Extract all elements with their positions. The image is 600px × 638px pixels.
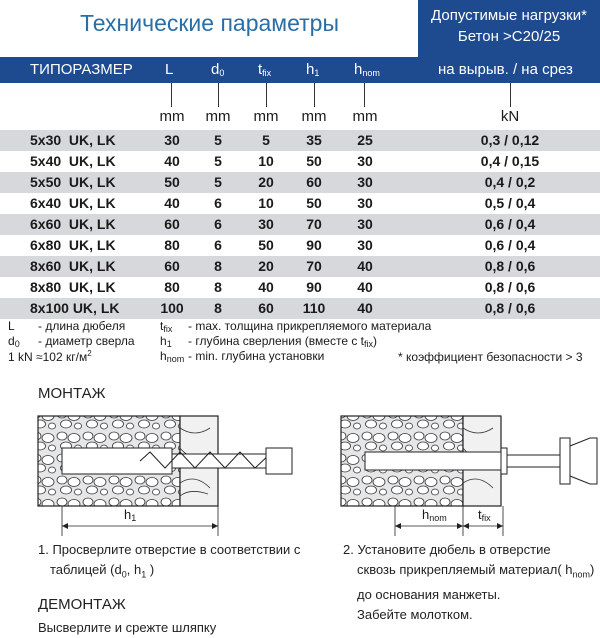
table-header-bar [0, 57, 600, 83]
unit-h: mm [301, 108, 327, 125]
cell-d0: 5 [214, 153, 222, 169]
cell-h1: 90 [306, 279, 322, 295]
cell-L: 50 [164, 174, 180, 190]
table-row [0, 193, 600, 214]
cell-h1: 50 [306, 153, 322, 169]
legend-hn [160, 349, 325, 364]
header-d0-main: d [211, 61, 220, 78]
cell-L: 80 [164, 279, 180, 295]
leader-line [314, 83, 315, 107]
load-box-line2: Бетон >C20/25 [457, 28, 561, 45]
cell-hnom: 30 [357, 174, 373, 190]
legend-h-desc [188, 334, 377, 349]
cell-size: 6x40 UK, LK [30, 195, 116, 211]
step-2-line3: до основания манжеты. [357, 586, 501, 602]
cell-d0: 8 [214, 279, 222, 295]
cell-h1: 110 [302, 300, 326, 316]
header-d0-sub: 0 [219, 68, 225, 78]
cell-L: 40 [164, 153, 180, 169]
legend-hn-sym: h [160, 349, 167, 363]
cell-hnom: 30 [357, 237, 373, 253]
cell-hnom: 25 [357, 132, 373, 148]
legend-d-sym: d [8, 334, 15, 348]
legend-d-text: - диаметр сверла [38, 334, 135, 348]
cell-d0: 6 [214, 237, 222, 253]
page-title: Технические параметры [80, 10, 339, 36]
header-L: L [165, 61, 174, 78]
header-tfix [258, 57, 271, 86]
cell-d0: 8 [214, 258, 222, 274]
units-row [0, 108, 600, 128]
legend-kn [8, 349, 92, 364]
load-box-line1: Допустимые нагрузки* [431, 7, 587, 24]
unit-d: mm [205, 108, 231, 125]
table-row [0, 172, 600, 193]
leader-line [364, 83, 365, 107]
step-1-line2-mid: , h [126, 562, 142, 577]
cell-load: 0,4 / 0,15 [480, 153, 540, 169]
header-hnom-main: h [354, 61, 363, 78]
step-1-line2-sub: 0 [121, 569, 127, 580]
dim-tfix-main: t [478, 507, 482, 522]
step-1-line2-sub2: 1 [141, 569, 147, 580]
legend-t [160, 319, 432, 334]
cell-d0: 6 [214, 216, 222, 232]
unit-hn: mm [352, 108, 378, 125]
cell-d0: 8 [214, 300, 222, 316]
legend-hn-sub: nom [166, 354, 185, 364]
dim-h1-sub: 1 [131, 513, 137, 523]
table-row [0, 130, 600, 151]
cell-size: 8x60 UK, LK [30, 258, 116, 274]
table-row [0, 151, 600, 172]
legend-h-sym: h [160, 334, 167, 348]
cell-hnom: 30 [357, 153, 373, 169]
dim-h1-main: h [124, 507, 132, 522]
safety-note: * коэффициент безопасности > 3 [398, 350, 583, 364]
load-box-line3: на вырыв. / на срез [438, 61, 573, 78]
legend-h-sub: 1 [166, 339, 172, 349]
step-2-line1: 2. Установите дюбель в отверстие [343, 542, 551, 557]
table-row [0, 214, 600, 235]
legend-d [8, 334, 135, 349]
cell-hnom: 30 [357, 195, 373, 211]
cell-h1: 50 [306, 195, 322, 211]
legend-kn-text: 1 kN [8, 350, 33, 364]
montage-title: МОНТАЖ [38, 385, 106, 402]
cell-h1: 35 [306, 132, 322, 148]
legend-L-text: - длина дюбеля [38, 319, 126, 333]
cell-load: 0,8 / 0,6 [484, 279, 536, 295]
legend-h-text-end: ) [373, 334, 378, 348]
step-2-line2-end: ) [590, 562, 595, 577]
allowable-loads-box [418, 0, 600, 57]
cell-size: 5x30 UK, LK [30, 132, 116, 148]
header-h1 [306, 57, 319, 86]
legend-L-sym: L [8, 319, 15, 333]
cell-d0: 6 [214, 195, 222, 211]
cell-load: 0,3 / 0,12 [480, 132, 540, 148]
header-type: ТИПОРАЗМЕР [30, 61, 133, 78]
cell-h1: 70 [306, 216, 322, 232]
legend-kn-sup: 2 [87, 349, 92, 358]
leader-line [510, 83, 511, 107]
cell-h1: 60 [306, 174, 322, 190]
step-2-line2-sub: nom [572, 569, 591, 580]
cell-load: 0,5 / 0,4 [484, 195, 536, 211]
legend-kn-approx: ≈ [36, 350, 43, 364]
header-h1-sub: 1 [314, 68, 320, 78]
table-row [0, 256, 600, 277]
cell-tfix: 40 [258, 279, 274, 295]
legend-t-text: - max. толщина прикрепляемого материала [188, 319, 432, 333]
header-hnom [354, 57, 380, 86]
demontage-title: ДЕМОНТАЖ [38, 596, 126, 613]
leader-line [171, 83, 172, 107]
cell-tfix: 20 [258, 174, 274, 190]
demontage-text: Высверлите и срежте шляпку [38, 620, 217, 635]
cell-load: 0,8 / 0,6 [484, 300, 536, 316]
legend-L [8, 319, 126, 333]
cell-L: 100 [160, 300, 184, 316]
dim-hnom [422, 507, 447, 523]
leader-line [218, 83, 219, 107]
dim-tfix-sub: fix [481, 513, 491, 523]
step-1-line2-end: ) [146, 562, 155, 577]
unit-t: mm [253, 108, 279, 125]
cell-d0: 5 [214, 174, 222, 190]
step-2-line2 [343, 560, 598, 585]
cell-hnom: 40 [357, 300, 373, 316]
table-row [0, 235, 600, 256]
dim-tfix [478, 507, 491, 523]
cell-tfix: 10 [258, 153, 274, 169]
cell-load: 0,4 / 0,2 [484, 174, 536, 190]
legend-h-text-sub: fix [364, 339, 374, 349]
step-2-line4: Забейте молотком. [357, 606, 473, 622]
step-1-line2 [38, 560, 318, 585]
header-hnom-sub: nom [362, 68, 380, 78]
table-row [0, 298, 600, 319]
header-h1-main: h [306, 61, 315, 78]
step-1-line2-a: таблицей (d [50, 562, 122, 577]
cell-h1: 70 [306, 258, 322, 274]
leader-line [266, 83, 267, 107]
header-tfix-main: t [258, 61, 263, 78]
header-tfix-sub: fix [262, 68, 272, 78]
cell-L: 30 [164, 132, 180, 148]
dim-h1 [124, 507, 136, 523]
step-2-line2-a: сквозь прикрепляемый материал( h [357, 562, 573, 577]
cell-size: 5x40 UK, LK [30, 153, 116, 169]
legend-h-text: - глубина сверления (вместе с t [188, 334, 365, 348]
cell-size: 5x50 UK, LK [30, 174, 116, 190]
legend-d-sub: 0 [14, 339, 20, 349]
cell-tfix: 30 [258, 216, 274, 232]
cell-L: 60 [164, 258, 180, 274]
cell-tfix: 10 [258, 195, 274, 211]
legend-hn-text: - min. глубина установки [188, 349, 325, 363]
cell-size: 8x100 UK, LK [30, 300, 120, 316]
cell-h1: 90 [306, 237, 322, 253]
cell-hnom: 30 [357, 216, 373, 232]
dim-hnom-sub: nom [429, 513, 447, 523]
cell-tfix: 5 [262, 132, 270, 148]
cell-d0: 5 [214, 132, 222, 148]
cell-size: 6x60 UK, LK [30, 216, 116, 232]
drilling-diagram [30, 408, 300, 538]
table-row [0, 277, 600, 298]
cell-L: 40 [164, 195, 180, 211]
step-1 [38, 540, 318, 585]
cell-load: 0,8 / 0,6 [484, 258, 536, 274]
cell-L: 80 [164, 237, 180, 253]
cell-tfix: 60 [258, 300, 274, 316]
dim-hnom-main: h [422, 507, 430, 522]
cell-load: 0,6 / 0,4 [484, 216, 536, 232]
unit-L: mm [159, 108, 185, 125]
legend-kn-value: 102 кг/м [42, 350, 88, 364]
cell-size: 8x80 UK, LK [30, 279, 116, 295]
installation-diagram [335, 408, 600, 538]
cell-tfix: 50 [258, 237, 274, 253]
step-2 [343, 540, 598, 625]
cell-hnom: 40 [357, 258, 373, 274]
cell-hnom: 40 [357, 279, 373, 295]
cell-L: 60 [164, 216, 180, 232]
legend-t-sym: t [160, 319, 164, 333]
cell-size: 6x80 UK, LK [30, 237, 116, 253]
step-1-line1: 1. Просверлите отверстие в соответствии с [38, 542, 301, 557]
cell-load: 0,6 / 0,4 [484, 237, 536, 253]
header-d0 [211, 57, 224, 86]
unit-kn: kN [500, 108, 520, 125]
cell-tfix: 20 [258, 258, 274, 274]
legend-h [160, 334, 378, 349]
legend-t-sub: fix [163, 324, 173, 334]
